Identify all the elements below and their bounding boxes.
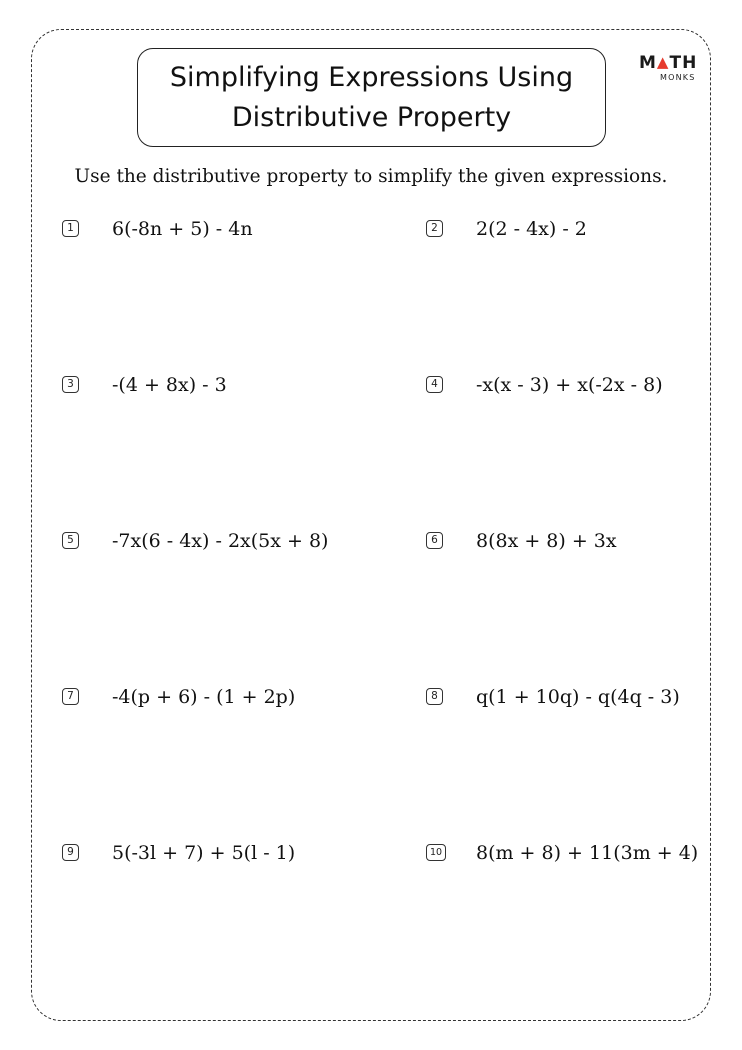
problem-expression: -x(x - 3) + x(-2x - 8) bbox=[476, 374, 663, 396]
problem-number-badge: 10 bbox=[426, 844, 446, 861]
problem-number-badge: 2 bbox=[426, 220, 443, 237]
problem-expression: 5(-3l + 7) + 5(l - 1) bbox=[112, 842, 296, 864]
title-line-1: Simplifying Expressions Using bbox=[169, 62, 574, 93]
problem-expression: 8(8x + 8) + 3x bbox=[476, 530, 617, 552]
problem-number-badge: 5 bbox=[62, 532, 79, 549]
problem-number-badge: 4 bbox=[426, 376, 443, 393]
problem-expression: 6(-8n + 5) - 4n bbox=[112, 218, 253, 240]
problem-expression: q(1 + 10q) - q(4q - 3) bbox=[476, 686, 680, 708]
logo-math-text: M▲TH bbox=[639, 53, 698, 73]
math-monks-logo bbox=[630, 53, 710, 87]
problem-expression: 8(m + 8) + 11(3m + 4) bbox=[476, 842, 699, 864]
instructions: Use the distributive property to simplify the given expressions. bbox=[74, 166, 668, 187]
problem-expression: -(4 + 8x) - 3 bbox=[112, 374, 227, 396]
title-line-2: Distributive Property bbox=[231, 102, 512, 133]
problem-number-badge: 8 bbox=[426, 688, 443, 705]
problem-expression: -4(p + 6) - (1 + 2p) bbox=[112, 686, 296, 708]
problem-number-badge: 1 bbox=[62, 220, 79, 237]
problem-number-badge: 9 bbox=[62, 844, 79, 861]
problem-number-badge: 6 bbox=[426, 532, 443, 549]
problem-number-badge: 7 bbox=[62, 688, 79, 705]
problem-number-badge: 3 bbox=[62, 376, 79, 393]
problem-expression: 2(2 - 4x) - 2 bbox=[476, 218, 587, 240]
logo-triangle-icon: ▲ bbox=[656, 53, 670, 71]
logo-monks-text: MONKS bbox=[660, 73, 696, 82]
problem-expression: -7x(6 - 4x) - 2x(5x + 8) bbox=[112, 530, 329, 552]
worksheet-title bbox=[137, 48, 606, 147]
